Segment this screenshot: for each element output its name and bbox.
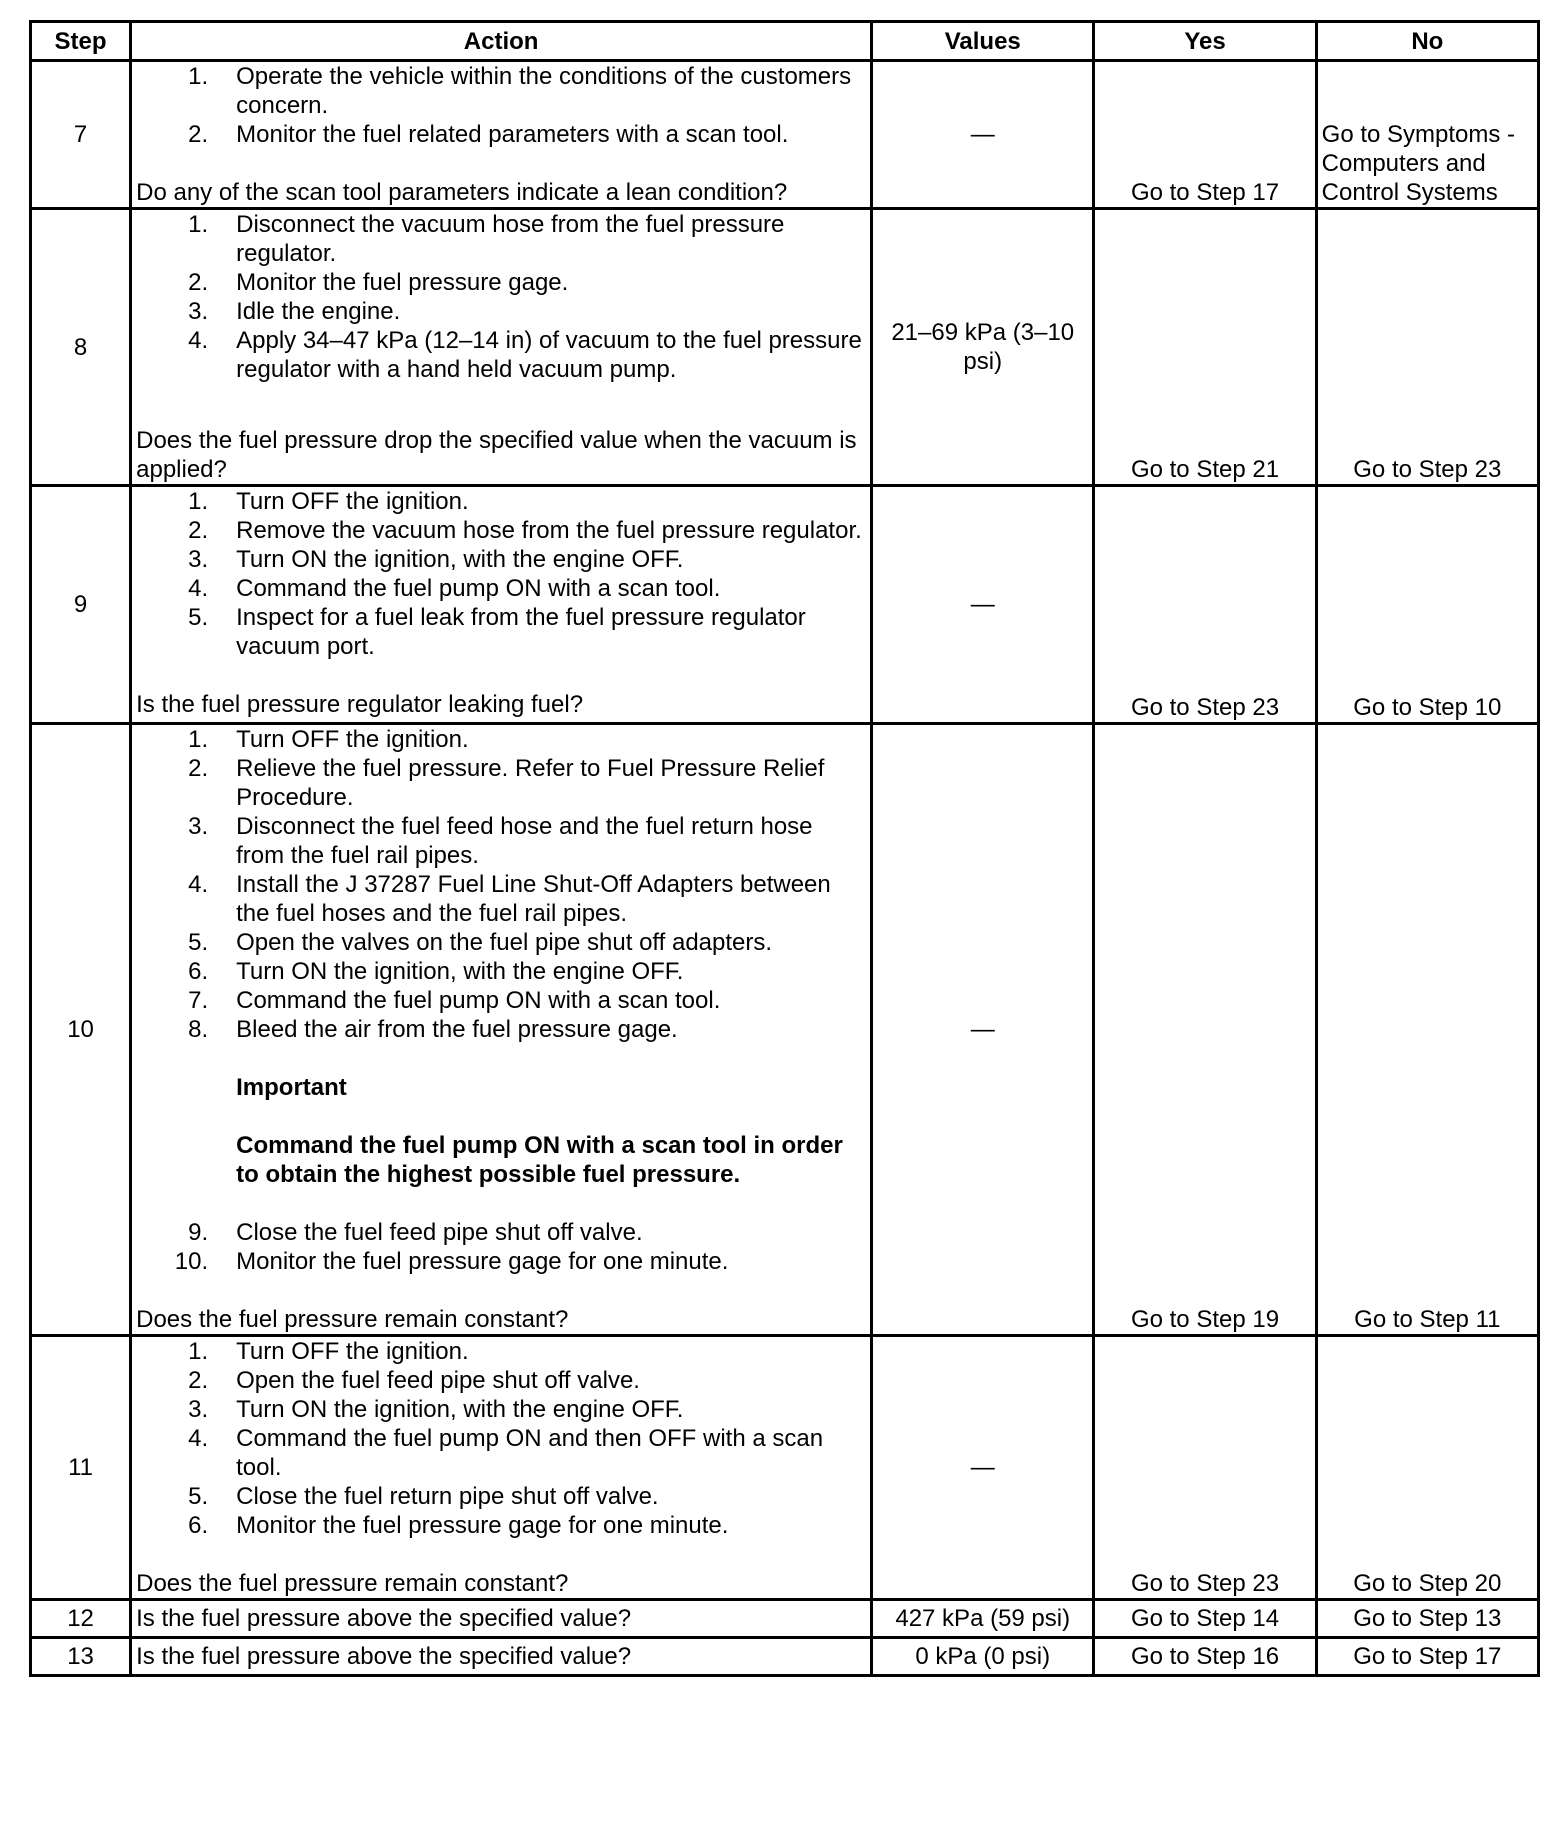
diagnostic-table: [29, 20, 1540, 1677]
question: Does the fuel pressure remain constant?: [136, 1306, 569, 1333]
question: Do any of the scan tool parameters indicate a lean condition?: [136, 179, 788, 206]
list-item: 5. Inspect for a fuel leak from the fuel pressure regulator vacuum port.: [188, 604, 806, 660]
action-list: [136, 725, 866, 1044]
step-number: 7: [31, 61, 131, 209]
header-values: Values: [872, 22, 1094, 61]
yes-cell: Go to Step 19: [1094, 724, 1316, 1336]
list-item: 7. Command the fuel pump ON with a scan tool.: [188, 987, 721, 1014]
action-cell: [131, 486, 872, 724]
values-cell: —: [872, 486, 1094, 724]
values-cell: 427 kPa (59 psi): [872, 1600, 1094, 1638]
no-cell: Go to Step 11: [1316, 724, 1538, 1336]
list-item: 5. Close the fuel return pipe shut off valve.: [188, 1483, 659, 1510]
action-cell: [131, 209, 872, 486]
question: Does the fuel pressure remain constant?: [136, 1570, 569, 1597]
list-item: 3. Turn ON the ignition, with the engine OFF.: [188, 1396, 684, 1423]
step-row-10: [31, 724, 1539, 1336]
action-list: [136, 62, 866, 149]
step-number: 12: [31, 1600, 131, 1638]
values-cell: —: [872, 61, 1094, 209]
no-cell: Go to Step 17: [1316, 1638, 1538, 1676]
yes-cell: Go to Step 23: [1094, 1336, 1316, 1600]
action-list: [136, 487, 866, 661]
list-item: 10. Monitor the fuel pressure gage for one minute.: [174, 1248, 729, 1275]
list-item: 3. Turn ON the ignition, with the engine OFF.: [188, 546, 684, 573]
no-cell: Go to Step 23: [1316, 209, 1538, 486]
header-yes: Yes: [1094, 22, 1316, 61]
step-number: 8: [31, 209, 131, 486]
step-number: 9: [31, 486, 131, 724]
no-cell: Go to Step 10: [1316, 486, 1538, 724]
step-number: 10: [31, 724, 131, 1336]
yes-cell: Go to Step 16: [1094, 1638, 1316, 1676]
list-item: 1. Disconnect the vacuum hose from the fuel pressure regulator.: [188, 211, 785, 267]
step-row-9: [31, 486, 1539, 724]
values-cell: 0 kPa (0 psi): [872, 1638, 1094, 1676]
step-row-13: [31, 1638, 1539, 1676]
list-item: 1. Turn OFF the ignition.: [188, 726, 469, 753]
values-cell: —: [872, 1336, 1094, 1600]
header-row: [31, 22, 1539, 61]
yes-cell: Go to Step 17: [1094, 61, 1316, 209]
no-cell: Go to Symptoms - Computers and Control Systems: [1316, 61, 1538, 209]
list-item: 9. Close the fuel feed pipe shut off valve.: [188, 1219, 643, 1246]
yes-cell: Go to Step 14: [1094, 1600, 1316, 1638]
action-list: [136, 1337, 866, 1540]
header-no: No: [1316, 22, 1538, 61]
question: Does the fuel pressure drop the specified value when the vacuum is applied?: [136, 427, 857, 483]
step-row-11: [31, 1336, 1539, 1600]
list-item: 2. Monitor the fuel pressure gage.: [188, 269, 569, 296]
list-item: 8. Bleed the air from the fuel pressure gage.: [188, 1016, 678, 1043]
no-cell: Go to Step 13: [1316, 1600, 1538, 1638]
list-item: 6. Monitor the fuel pressure gage for one minute.: [188, 1512, 729, 1539]
step-row-7: [31, 61, 1539, 209]
list-item: 1. Turn OFF the ignition.: [188, 488, 469, 515]
step-number: 11: [31, 1336, 131, 1600]
list-item: 3. Disconnect the fuel feed hose and the fuel return hose from the fuel rail pipes.: [188, 813, 813, 869]
yes-cell: Go to Step 21: [1094, 209, 1316, 486]
list-item: 4. Command the fuel pump ON with a scan tool.: [188, 575, 721, 602]
no-cell: Go to Step 20: [1316, 1336, 1538, 1600]
list-item: 2. Monitor the fuel related parameters with a scan tool.: [188, 121, 789, 148]
list-item: 5. Open the valves on the fuel pipe shut off adapters.: [188, 929, 773, 956]
list-item: 3. Idle the engine.: [188, 298, 401, 325]
list-item: 4. Install the J 37287 Fuel Line Shut-Off Adapters between the fuel hoses and the fuel rail pipes.: [188, 871, 831, 927]
list-item: 4. Apply 34–47 kPa (12–14 in) of vacuum to the fuel pressure regulator with a hand held vacuum pump.: [188, 327, 862, 383]
header-step: Step: [31, 22, 131, 61]
yes-cell: Go to Step 23: [1094, 486, 1316, 724]
list-item: 2. Remove the vacuum hose from the fuel pressure regulator.: [188, 517, 862, 544]
step-number: 13: [31, 1638, 131, 1676]
list-item: 2. Open the fuel feed pipe shut off valve.: [188, 1367, 640, 1394]
question: Is the fuel pressure above the specified value?: [131, 1638, 872, 1676]
list-item: 2. Relieve the fuel pressure. Refer to Fuel Pressure Relief Procedure.: [188, 755, 825, 811]
step-row-12: [31, 1600, 1539, 1638]
action-list: [136, 210, 866, 384]
list-item: 1. Operate the vehicle within the conditions of the customers concern.: [188, 63, 852, 119]
values-cell: —: [872, 724, 1094, 1336]
list-item: 6. Turn ON the ignition, with the engine OFF.: [188, 958, 684, 985]
question: Is the fuel pressure regulator leaking fuel?: [136, 691, 584, 718]
important-label: Important: [236, 1074, 347, 1101]
values-cell: 21–69 kPa (3–10 psi): [872, 209, 1094, 486]
important-text: Command the fuel pump ON with a scan tool in order to obtain the highest possible fuel pressure.: [236, 1132, 843, 1188]
list-item: 1. Turn OFF the ignition.: [188, 1338, 469, 1365]
action-cell: [131, 61, 872, 209]
header-action: Action: [131, 22, 872, 61]
action-cell: [131, 1336, 872, 1600]
step-row-8: [31, 209, 1539, 486]
list-item: 4. Command the fuel pump ON and then OFF with a scan tool.: [188, 1425, 824, 1481]
question: Is the fuel pressure above the specified value?: [131, 1600, 872, 1638]
action-cell: [131, 724, 872, 1336]
action-list: [136, 1218, 866, 1276]
